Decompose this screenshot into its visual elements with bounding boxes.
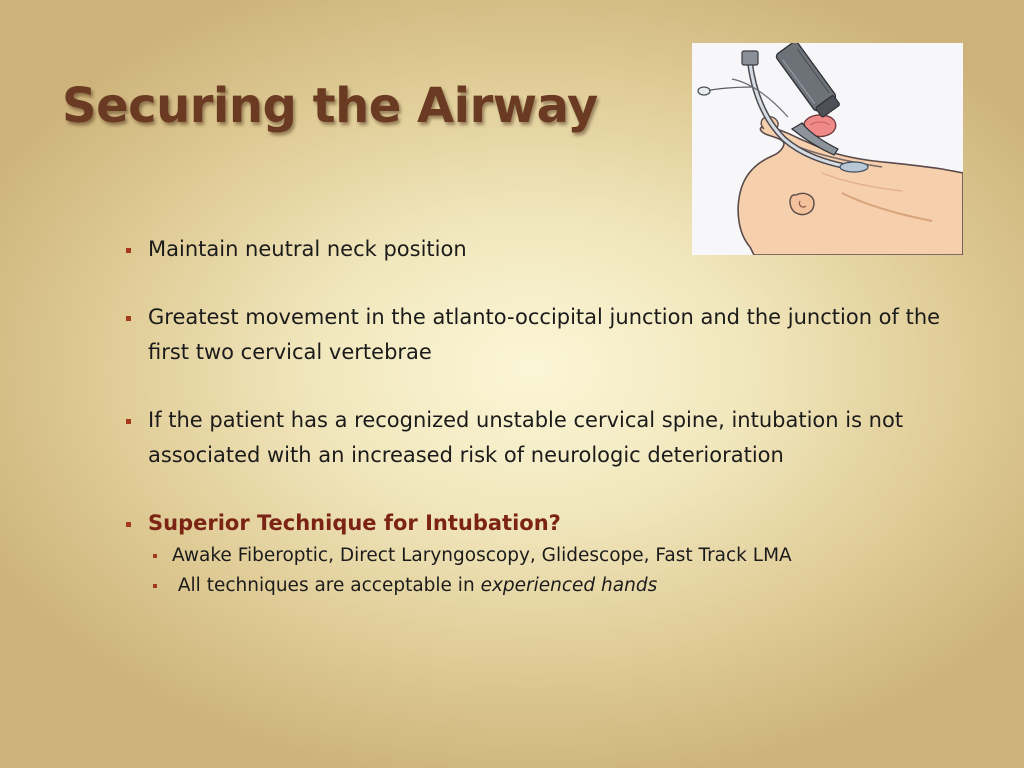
bullet-text: Maintain neutral neck position (148, 237, 467, 261)
sub-bullet-techniques (148, 541, 984, 571)
square-bullet-icon (153, 584, 157, 588)
bullet-greatest-movement (124, 300, 984, 370)
bullet-heading: Superior Technique for Intubation? (148, 511, 561, 535)
sub-bullet-acceptable (148, 571, 984, 601)
intubation-illustration (692, 43, 963, 255)
square-bullet-icon (153, 554, 157, 558)
square-bullet-icon (126, 248, 131, 253)
square-bullet-icon (126, 522, 131, 527)
sub-bullet-list (148, 541, 984, 601)
bullet-neutral-neck (124, 232, 984, 267)
sub-bullet-text: Awake Fiberoptic, Direct Laryngoscopy, Glidescope, Fast Track LMA (172, 545, 792, 566)
slide-title: Securing the Airway (62, 78, 598, 134)
square-bullet-icon (126, 316, 131, 321)
bullet-superior-technique (124, 506, 984, 601)
bullet-list (124, 232, 984, 601)
slide-content (124, 232, 984, 601)
bullet-text: If the patient has a recognized unstable cervical spine, intubation is not associated with an increased risk of neurologic deterioration (148, 408, 904, 467)
sub-bullet-italic-text: experienced hands (480, 575, 658, 596)
square-bullet-icon (126, 419, 131, 424)
bullet-text: Greatest movement in the atlanto-occipital junction and the junction of the first two cervical vertebrae (148, 305, 941, 364)
bullet-unstable-spine (124, 403, 984, 473)
sub-bullet-text: All techniques are acceptable in (172, 575, 481, 596)
intubation-drawing (692, 43, 963, 255)
